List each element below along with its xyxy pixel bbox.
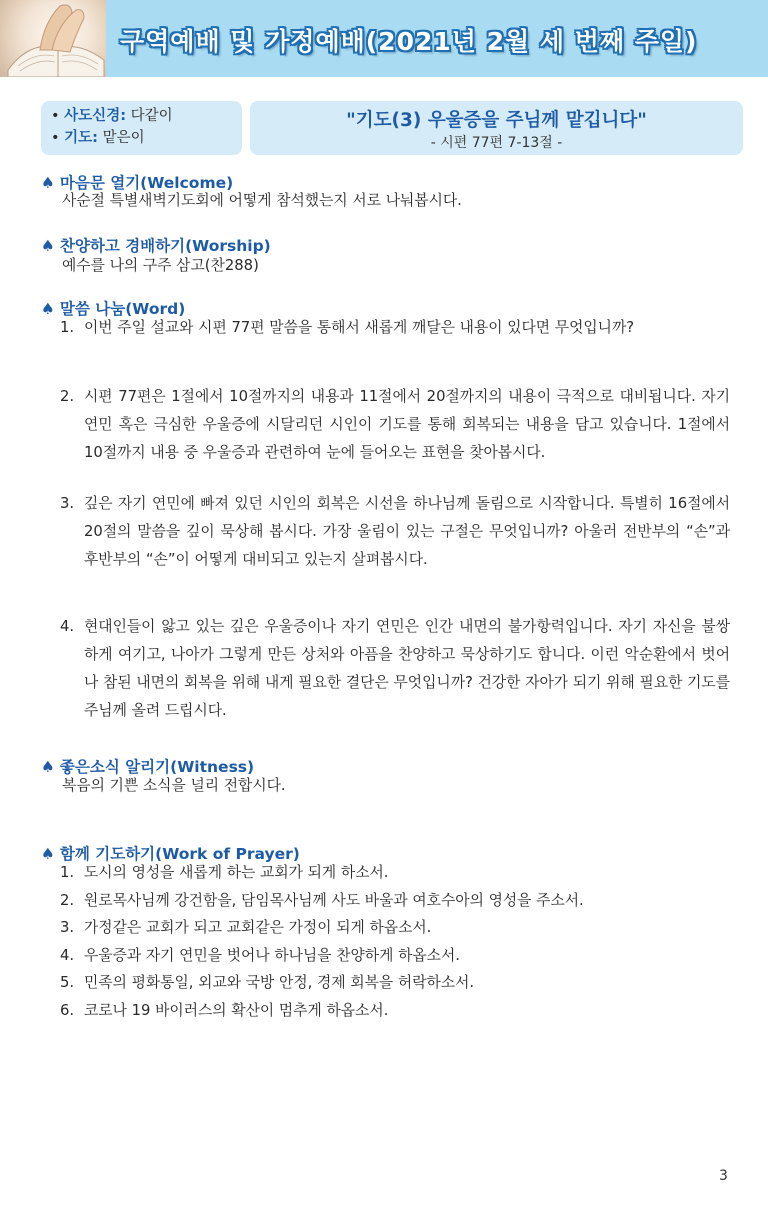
prayer-text: 우울증과 자기 연민을 벗어나 하나님을 찬양하게 하옵소서.: [84, 946, 460, 964]
spade-icon: ♠: [41, 845, 55, 863]
question-text: 시편 77편은 1절에서 10절까지의 내용과 11절에서 20절까지의 내용이 극적으로 대비됩니다. 자기 연민 혹은 극심한 우울증에 시달리던 시인이 기도를 통해 회복되는 내용을 담고 있습니다. 1절에서 10절까지 내용 중 우울증과 관련하여 눈에 들어오는 표현을 찾아봅시다.: [84, 388, 730, 461]
prayer-number: 6.: [60, 1001, 75, 1019]
creed-label: 사도신경:: [64, 108, 126, 124]
worship-order-box: [41, 101, 242, 155]
question-item: [60, 490, 730, 574]
prayer-text: 가정같은 교회가 되고 교회같은 가정이 되게 하옵소서.: [84, 919, 432, 937]
question-item: [60, 383, 730, 467]
prayer-item: [60, 859, 584, 887]
question-text: 이번 주일 설교와 시편 77편 말씀을 통해서 새롭게 깨달은 내용이 있다면 무엇입니까?: [84, 319, 635, 336]
question-number: 3.: [60, 495, 75, 512]
prayer-text: 민족의 평화통일, 외교와 국방 안정, 경제 회복을 허락하소서.: [84, 974, 475, 992]
heading-text: 좋은소식 알리기(Witness): [59, 758, 255, 776]
prayer-list: [60, 859, 584, 1025]
praying-hands-bible-image: [0, 0, 106, 77]
question-text: 깊은 자기 연민에 빠져 있던 시인의 회복은 시선을 하나님께 돌림으로 시작합니다. 특별히 16절에서 20절의 말씀을 깊이 묵상해 봅시다. 가장 울림이 있는 구절은 무엇입니까? 아울러 전반부의 “손”과 후반부의 “손”이 어떻게 대비되고 있는지 살펴봅시다.: [84, 495, 730, 568]
question-text: 현대인들이 앓고 있는 깊은 우울증이나 자기 연민은 인간 내면의 불가항력입니다. 자기 자신을 불쌍하게 여기고, 나아가 그렇게 만든 상처와 아픔을 찬양하고 묵상하기도 합니다. 이런 악순환에서 벗어나 참된 내면의 회복을 위해 내게 필요한 결단은 무엇입니까? 건강한 자아가 되기 위해 필요한 기도를 주님께 올려 드립시다.: [84, 618, 730, 719]
question-number: 4.: [60, 618, 75, 635]
prayer-text: 도시의 영성을 새롭게 하는 교회가 되게 하소서.: [84, 864, 389, 881]
prayer-number: 3.: [60, 919, 75, 937]
prayer-number: 2.: [60, 891, 75, 909]
question-item: [60, 314, 730, 342]
prayer-number: 4.: [60, 946, 75, 964]
bullet: •: [51, 108, 65, 124]
sermon-theme-box: [250, 101, 743, 155]
prayer-number: 1.: [60, 864, 75, 881]
sermon-title: "기도(3) 우울증을 주님께 맡깁니다": [346, 110, 647, 131]
welcome-text: 사순절 특별새벽기도회에 어떻게 참석했는지 서로 나눠봅시다.: [62, 192, 462, 209]
creed-row: [51, 105, 242, 127]
prayer-number: 5.: [60, 974, 75, 992]
spade-icon: ♠: [41, 237, 55, 255]
heading-text: 마음문 열기(Welcome): [59, 174, 234, 192]
prayer-label: 기도:: [64, 130, 98, 146]
question-number: 1.: [60, 319, 75, 336]
prayer-value: 맡은이: [102, 130, 145, 146]
page-number: 3: [719, 1168, 728, 1184]
heading-text: 함께 기도하기(Work of Prayer): [59, 845, 300, 863]
prayer-item: [60, 914, 584, 942]
witness-text: 복음의 기쁜 소식을 널리 전합시다.: [62, 777, 286, 794]
spade-icon: ♠: [41, 174, 55, 192]
prayer-text: 원로목사님께 강건함을, 담임목사님께 사도 바울과 여호수아의 영성을 주소서.: [84, 891, 584, 909]
heading-text: 찬양하고 경배하기(Worship): [59, 237, 271, 255]
question-item: [60, 613, 730, 725]
prayer-item: [60, 997, 584, 1025]
page-title: 구역예배 및 가정예배(2021년 2월 세 번째 주일): [120, 27, 698, 56]
spade-icon: ♠: [41, 758, 55, 776]
scripture-reference: - 시편 77편 7-13절 -: [430, 135, 563, 151]
bullet: •: [51, 130, 65, 146]
header-banner: [0, 0, 768, 77]
prayer-text: 코로나 19 바이러스의 확산이 멈추게 하옵소서.: [84, 1001, 389, 1019]
question-number: 2.: [60, 388, 75, 405]
prayer-item: [60, 942, 584, 970]
heading-text: 말씀 나눔(Word): [59, 300, 186, 318]
prayer-item: [60, 969, 584, 997]
worship-text: 예수를 나의 구주 삼고(찬288): [62, 257, 259, 274]
prayer-item: [60, 887, 584, 915]
prayer-row: [51, 127, 242, 149]
creed-value: 다같이: [130, 108, 173, 124]
spade-icon: ♠: [41, 300, 55, 318]
